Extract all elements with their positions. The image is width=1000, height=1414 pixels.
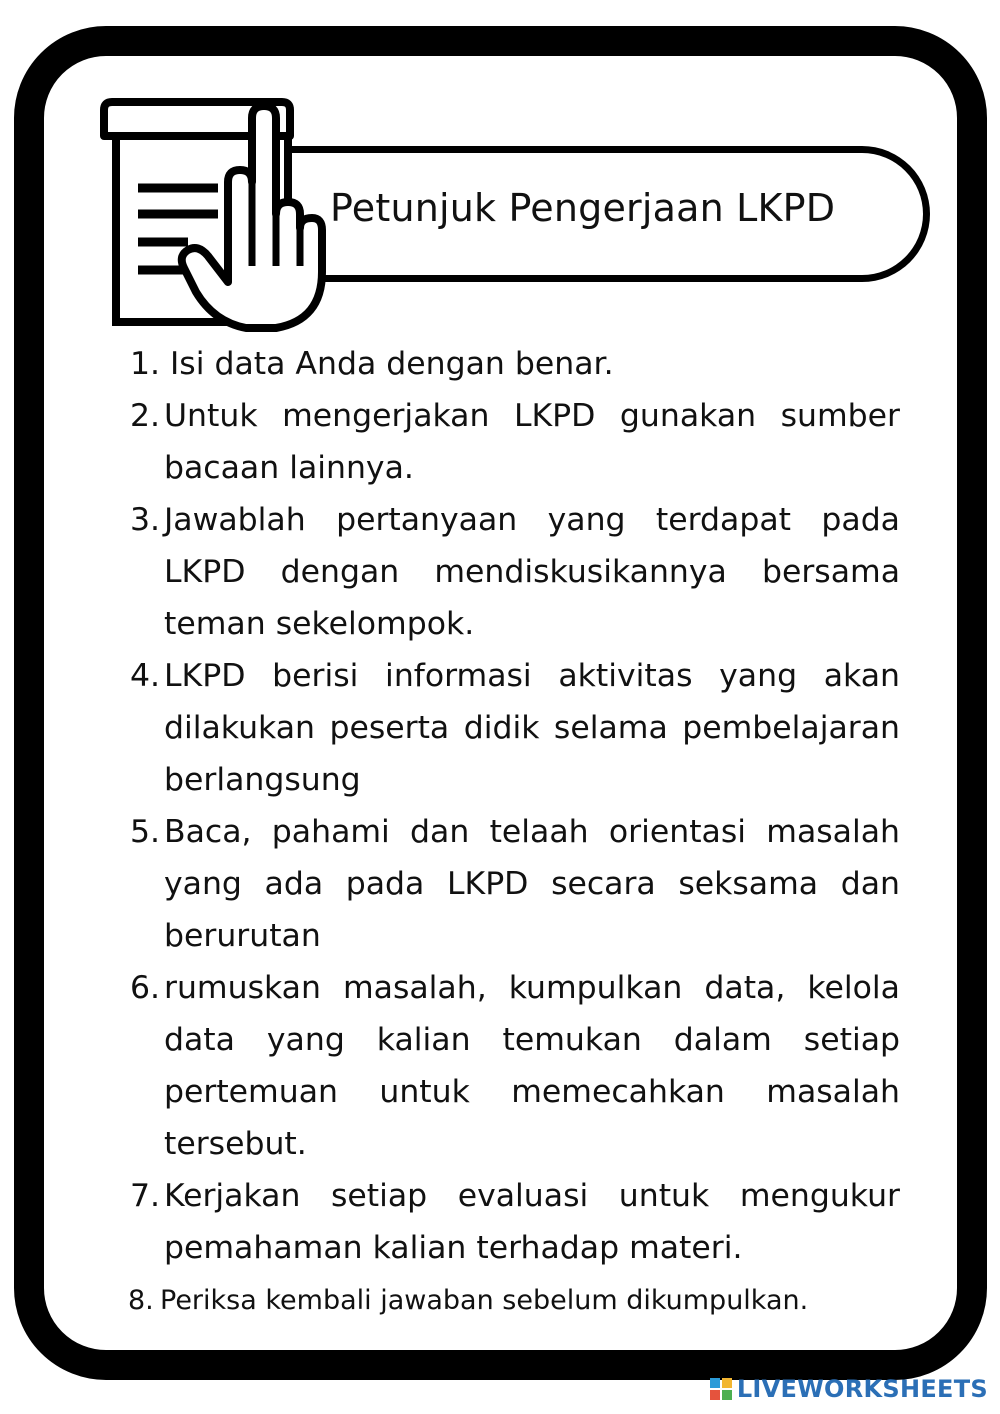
list-item <box>120 1170 900 1274</box>
list-item <box>120 650 900 806</box>
list-item <box>120 806 900 962</box>
list-item <box>120 338 900 390</box>
list-item-number: 6. <box>130 970 161 1006</box>
page-title: Petunjuk Pengerjaan LKPD <box>330 186 836 230</box>
list-item-text: Periksa kembali jawaban sebelum dikumpulkan. <box>160 1285 809 1316</box>
brand-name: LIVEWORKSHEETS <box>736 1375 988 1403</box>
list-item-number: 3. <box>130 502 161 538</box>
list-item-text: LKPD berisi informasi aktivitas yang akan dilakukan peserta didik selama pembelajaran berlangsung <box>164 658 900 798</box>
brand-watermark <box>709 1372 988 1406</box>
list-item-text: Baca, pahami dan telaah orientasi masalah yang ada pada LKPD secara seksama dan berurutan <box>164 814 900 954</box>
list-item-number: 2. <box>130 398 161 434</box>
instruction-list <box>120 338 900 1326</box>
list-item <box>120 1276 900 1326</box>
list-item-number: 8. <box>128 1285 154 1316</box>
list-item-text: Kerjakan setiap evaluasi untuk mengukur pemahaman kalian terhadap materi. <box>164 1178 900 1266</box>
list-item-text: Untuk mengerjakan LKPD gunakan sumber bacaan lainnya. <box>164 398 900 486</box>
liveworksheets-logo-icon <box>709 1377 733 1401</box>
list-item-number: 1. <box>130 346 161 382</box>
list-item <box>120 494 900 650</box>
list-item <box>120 962 900 1170</box>
list-item-number: 7. <box>130 1178 161 1214</box>
list-item-text: rumuskan masalah, kumpulkan data, kelola data yang kalian temukan dalam setiap pertemuan untuk memecahkan masalah tersebut. <box>164 970 900 1162</box>
list-item-number: 4. <box>130 658 161 694</box>
document-pointing-hand-icon <box>96 96 336 336</box>
list-item <box>120 390 900 494</box>
list-item-text: Jawablah pertanyaan yang terdapat pada LKPD dengan mendiskusikannya bersama teman sekelompok. <box>164 502 900 642</box>
list-item-number: 5. <box>130 814 161 850</box>
list-item-text: Isi data Anda dengan benar. <box>170 346 614 382</box>
